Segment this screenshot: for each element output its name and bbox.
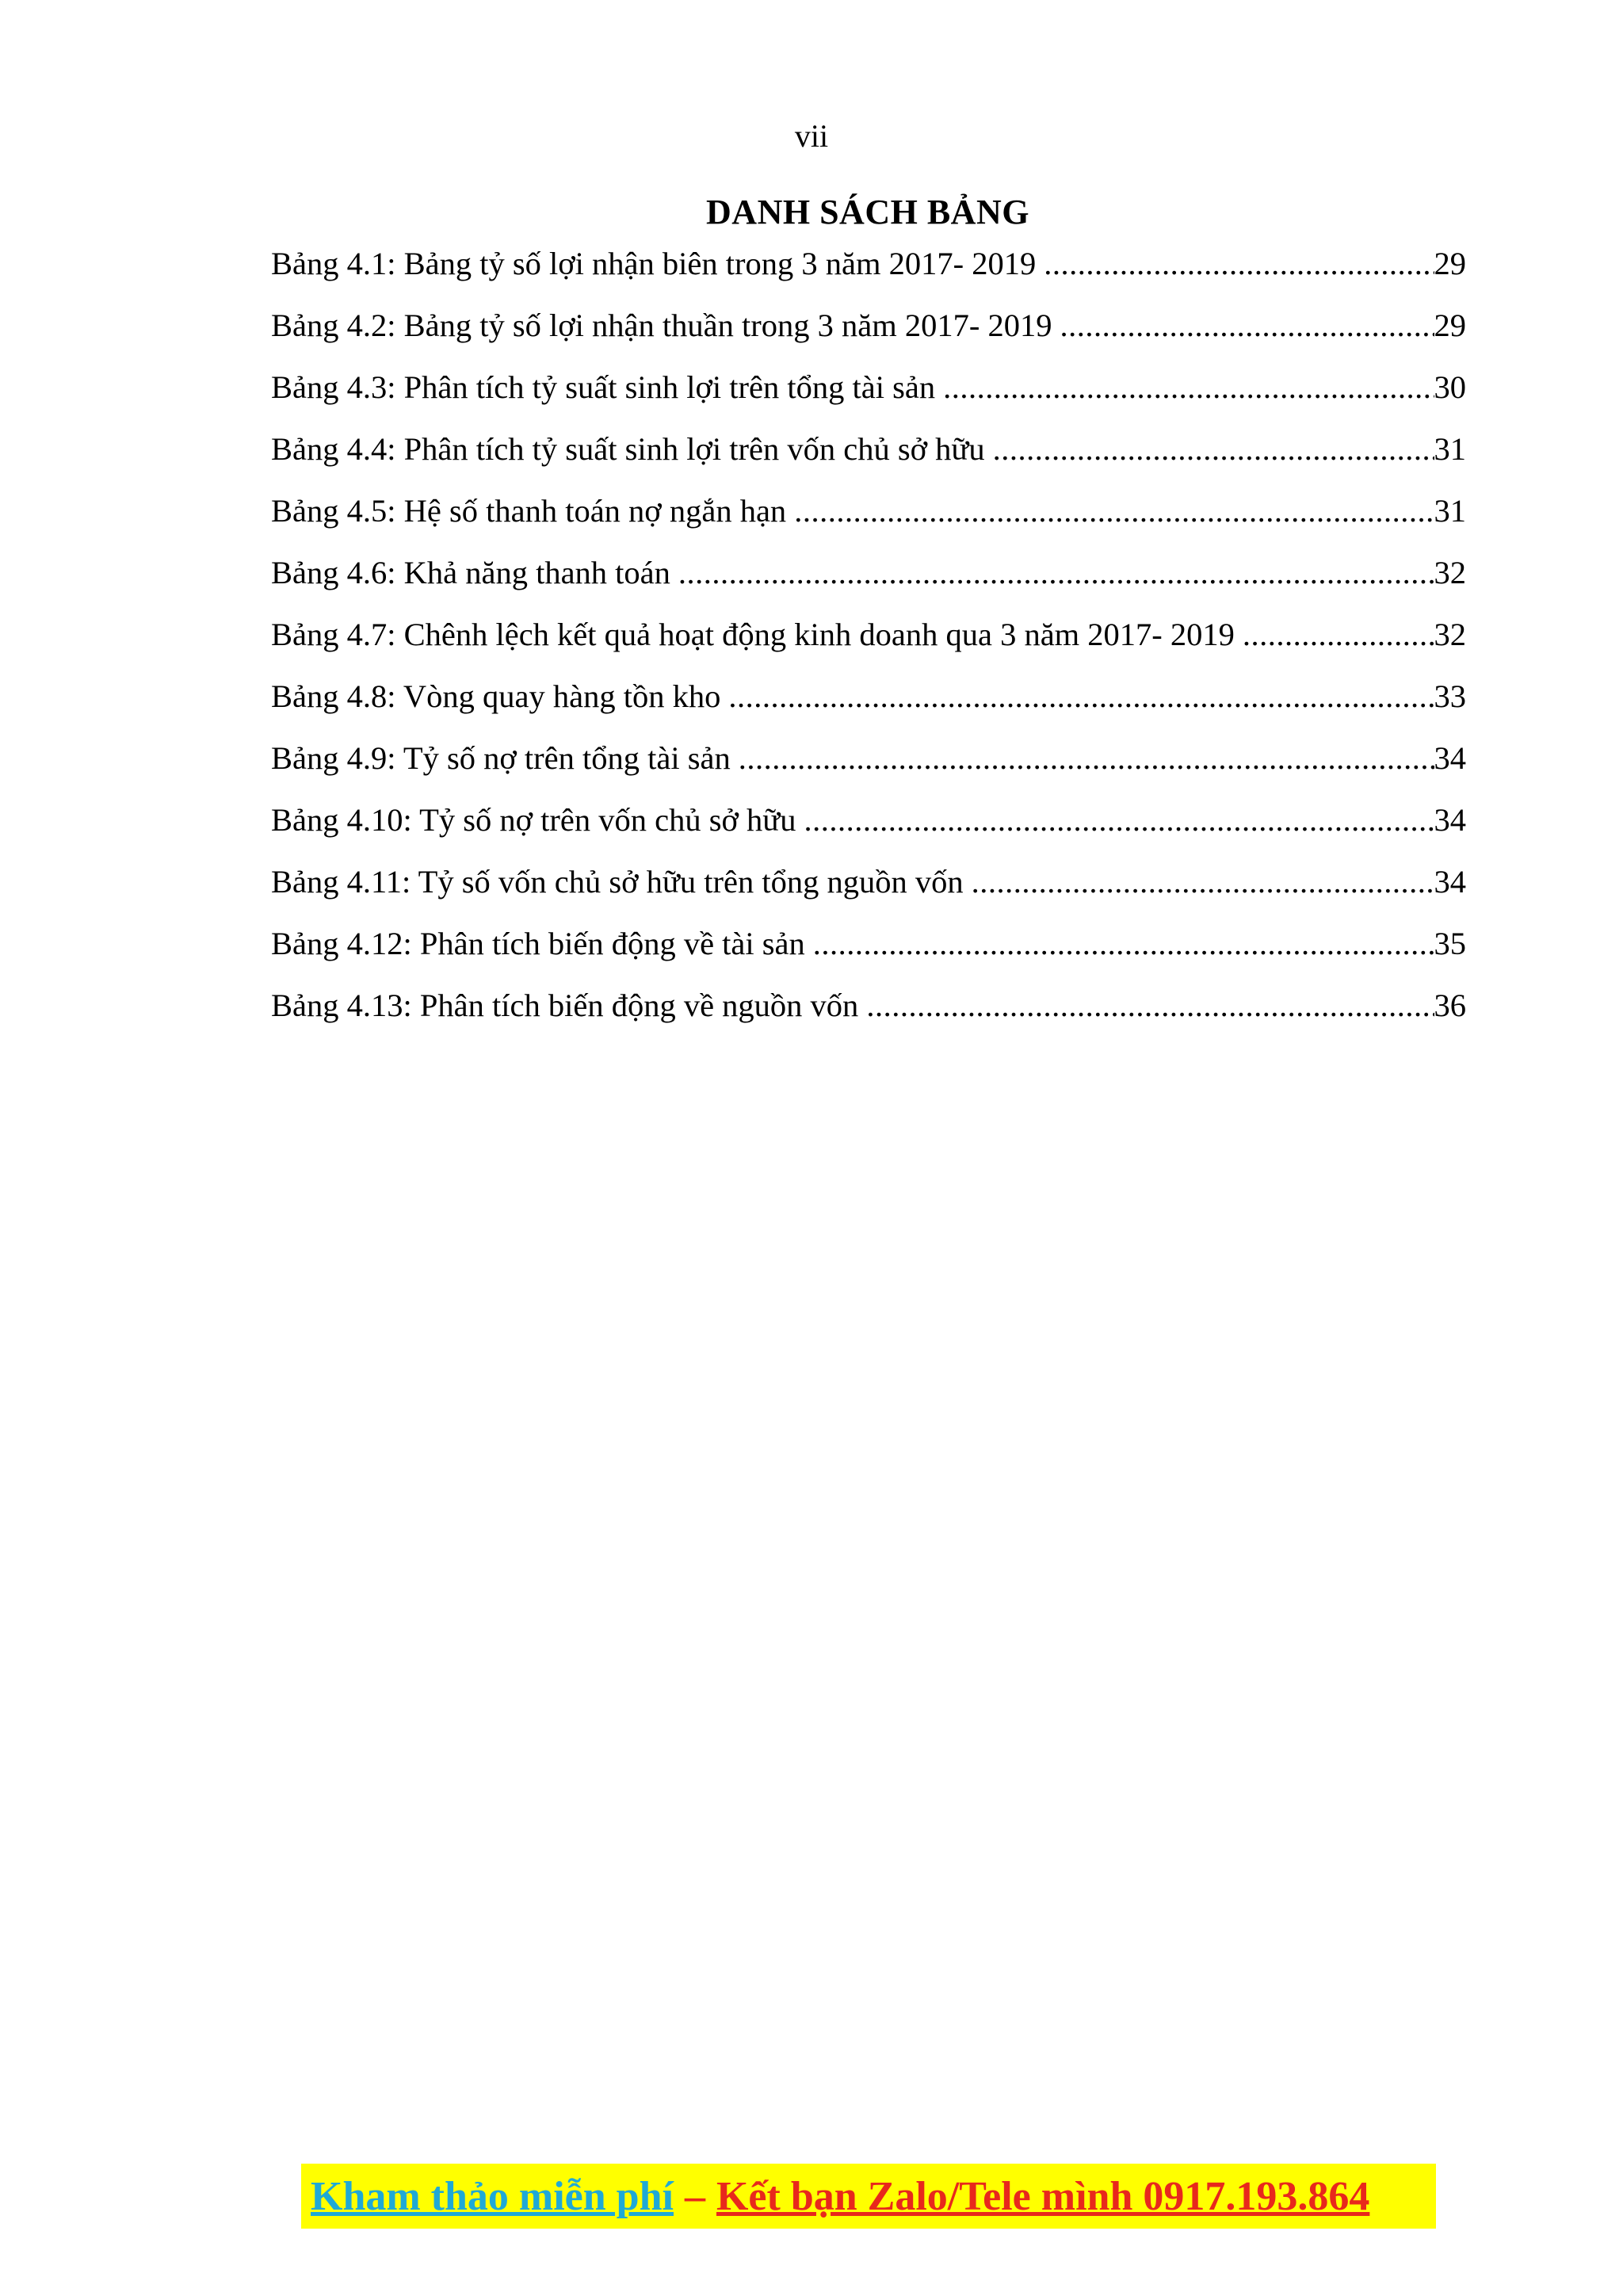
toc-entry[interactable]	[271, 427, 1466, 489]
toc-entry-label: Bảng 4.8: Vòng quay hàng tồn kho	[271, 678, 721, 714]
table-list	[271, 242, 1466, 1045]
toc-dot-leader	[739, 736, 1434, 781]
toc-entry-label: Bảng 4.3: Phân tích tỷ suất sinh lợi trên tổng tài sản	[271, 369, 936, 405]
toc-dot-leader	[993, 427, 1434, 472]
toc-entry-label: Bảng 4.9: Tỷ số nợ trên tổng tài sản	[271, 740, 731, 776]
footer-banner	[301, 2164, 1436, 2229]
toc-dot-leader	[972, 860, 1434, 904]
page-title: DANH SÁCH BẢNG	[706, 193, 1029, 231]
toc-entry-page: 29	[1434, 246, 1466, 281]
toc-entry-label: Bảng 4.12: Phân tích biến động về tài sản	[271, 926, 805, 961]
footer-contact-link[interactable]: Kết bạn Zalo/Tele mình 0917.193.864	[716, 2173, 1370, 2219]
toc-entry[interactable]	[271, 922, 1466, 984]
toc-entry[interactable]	[271, 242, 1466, 304]
toc-entry[interactable]	[271, 304, 1466, 365]
toc-dot-leader	[678, 551, 1434, 595]
toc-entry-page: 34	[1434, 864, 1466, 900]
toc-entry-page: 32	[1434, 617, 1466, 652]
toc-entry-page: 36	[1434, 988, 1466, 1023]
toc-entry-page: 34	[1434, 802, 1466, 838]
toc-entry[interactable]	[271, 551, 1466, 613]
toc-entry[interactable]	[271, 489, 1466, 551]
toc-entry[interactable]	[271, 613, 1466, 674]
toc-entry[interactable]	[271, 736, 1466, 798]
toc-entry-page: 31	[1434, 493, 1466, 529]
toc-entry-label: Bảng 4.4: Phân tích tỷ suất sinh lợi trên vốn chủ sở hữu	[271, 431, 985, 467]
toc-dot-leader	[794, 489, 1434, 533]
toc-entry[interactable]	[271, 860, 1466, 922]
toc-dot-leader	[943, 365, 1434, 410]
toc-entry-page: 30	[1434, 369, 1466, 405]
toc-entry[interactable]	[271, 984, 1466, 1045]
toc-entry-page: 34	[1434, 740, 1466, 776]
toc-entry[interactable]	[271, 365, 1466, 427]
toc-entry-label: Bảng 4.1: Bảng tỷ số lợi nhận biên trong 3 năm 2017- 2019	[271, 246, 1037, 281]
toc-entry-label: Bảng 4.13: Phân tích biến động về nguồn vốn	[271, 988, 859, 1023]
toc-entry-label: Bảng 4.10: Tỷ số nợ trên vốn chủ sở hữu	[271, 802, 796, 838]
toc-entry-page: 31	[1434, 431, 1466, 467]
toc-entry[interactable]	[271, 798, 1466, 860]
toc-entry-page: 32	[1434, 555, 1466, 590]
footer-free-reference-link[interactable]: Kham thảo miễn phí	[311, 2173, 674, 2219]
toc-dot-leader	[866, 984, 1434, 1028]
toc-dot-leader	[1044, 242, 1434, 286]
toc-entry-page: 33	[1434, 678, 1466, 714]
toc-entry-label: Bảng 4.6: Khả năng thanh toán	[271, 555, 670, 590]
toc-dot-leader	[804, 798, 1434, 842]
toc-entry-label: Bảng 4.5: Hệ số thanh toán nợ ngắn hạn	[271, 493, 787, 529]
toc-entry[interactable]	[271, 674, 1466, 736]
toc-dot-leader	[813, 922, 1434, 966]
toc-entry-page: 29	[1434, 308, 1466, 343]
toc-dot-leader	[728, 674, 1434, 719]
toc-dot-leader	[1060, 304, 1434, 348]
toc-entry-page: 35	[1434, 926, 1466, 961]
toc-entry-label: Bảng 4.11: Tỷ số vốn chủ sở hữu trên tổng nguồn vốn	[271, 864, 964, 900]
page-number: vii	[794, 118, 829, 154]
toc-entry-label: Bảng 4.7: Chênh lệch kết quả hoạt động kinh doanh qua 3 năm 2017- 2019	[271, 617, 1235, 652]
footer-separator: –	[684, 2173, 705, 2219]
toc-dot-leader	[1243, 613, 1434, 657]
toc-entry-label: Bảng 4.2: Bảng tỷ số lợi nhận thuần trong 3 năm 2017- 2019	[271, 308, 1052, 343]
